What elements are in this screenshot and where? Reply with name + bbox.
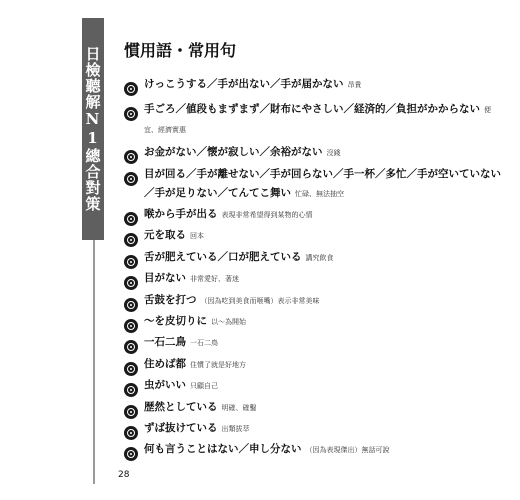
audio-play-icon[interactable]	[124, 362, 138, 376]
entry-phrase: 一石二鳥	[144, 336, 186, 349]
entry-phrase: 手ごろ／値段もまずまず／財布にやさしい／経済的／負担がかからない	[144, 103, 480, 115]
side-divider-line	[93, 240, 95, 484]
entry-gloss: 講究飲食	[305, 253, 334, 262]
phrase-entry	[124, 352, 504, 373]
phrase-text	[144, 140, 341, 163]
audio-play-icon[interactable]	[124, 426, 138, 440]
phrase-entry	[124, 416, 504, 437]
phrase-text	[144, 202, 313, 225]
audio-play-icon[interactable]	[124, 150, 138, 164]
entry-phrase: けっこうする／手が出ない／手が届かない	[144, 78, 344, 90]
phrase-text	[144, 72, 362, 95]
entry-gloss: 表現非常希望得到某物的心情	[221, 211, 313, 219]
phrase-entry	[124, 223, 504, 244]
entry-phrase: 元を取る	[144, 229, 186, 242]
phrase-entry	[124, 309, 504, 330]
phrase-entry	[124, 437, 504, 458]
entry-phrase: 喉から手が出る	[144, 208, 218, 220]
phrase-entry	[124, 140, 504, 162]
entry-phrase: 目がない	[144, 272, 186, 285]
entry-gloss: 昂貴	[347, 81, 362, 89]
entry-phrase: ずば抜けている	[144, 421, 218, 434]
entry-phrase: 虫がいい	[144, 379, 186, 392]
entry-gloss: 一石二鳥	[190, 339, 218, 348]
entry-gloss: 忙碌、無法抽空	[295, 190, 344, 198]
entry-gloss: 以〜為開始	[211, 317, 246, 326]
entry-gloss: 出類拔萃	[221, 424, 250, 433]
page-title: 慣用語・常用句	[124, 41, 237, 60]
phrase-text	[144, 309, 246, 332]
entry-phrase: 目が回る／手が離せない／手が回らない／手一杯／多忙／手が空いていない／手が足りない／てんてこ舞い	[144, 168, 501, 199]
audio-play-icon[interactable]	[124, 172, 138, 186]
phrase-entry	[124, 330, 504, 351]
phrase-text	[144, 245, 334, 268]
audio-play-icon[interactable]	[124, 319, 138, 333]
phrase-entry	[124, 288, 504, 309]
phrase-text	[144, 352, 246, 375]
entry-phrase: 〜を皮切りに	[144, 314, 207, 327]
phrase-entry	[124, 162, 504, 202]
entry-gloss: （因為吃到美食而咂嘴）表示非常美味	[200, 296, 320, 305]
entry-gloss: （因為表現傑出）無話可說	[305, 446, 390, 455]
phrase-entry	[124, 72, 504, 97]
entry-gloss: 沒錢	[326, 149, 341, 157]
phrase-entry	[124, 266, 504, 287]
book-title-text: 日檢聽解N1總合對策	[83, 46, 102, 212]
audio-play-icon[interactable]	[124, 82, 138, 96]
phrase-entry	[124, 97, 504, 140]
phrase-text	[144, 223, 204, 246]
phrase-text	[144, 97, 504, 140]
phrase-text	[144, 416, 250, 439]
audio-play-icon[interactable]	[124, 447, 138, 461]
audio-play-icon[interactable]	[124, 405, 138, 419]
phrase-entry	[124, 395, 504, 416]
audio-play-icon[interactable]	[124, 212, 138, 226]
entry-gloss: 只顧自己	[190, 382, 218, 391]
audio-play-icon[interactable]	[124, 298, 138, 312]
entry-phrase: 何も言うことはない／申し分ない	[144, 443, 302, 456]
phrase-text	[144, 395, 257, 418]
vertical-book-title-tab	[82, 18, 104, 240]
phrase-text	[144, 437, 390, 460]
entry-phrase: お金がない／懐が寂しい／余裕がない	[144, 146, 323, 158]
phrase-entry	[124, 373, 504, 394]
phrase-text	[144, 330, 218, 353]
phrase-entry	[124, 202, 504, 223]
phrase-text	[144, 266, 239, 289]
entry-gloss: 便宜、經濟實惠	[144, 106, 491, 134]
entry-phrase: 住めば都	[144, 357, 186, 370]
page-number: 28	[118, 470, 130, 480]
entry-phrase: 舌が肥えている／口が肥えている	[144, 250, 302, 263]
audio-play-icon[interactable]	[124, 255, 138, 269]
phrase-list	[124, 72, 504, 459]
entry-phrase: 舌鼓を打つ	[144, 293, 197, 306]
phrase-text	[144, 162, 504, 204]
audio-play-icon[interactable]	[124, 107, 138, 121]
entry-gloss: 回本	[190, 232, 204, 241]
phrase-text	[144, 373, 218, 396]
entry-gloss: 非常愛好、著迷	[190, 275, 239, 284]
phrase-entry	[124, 245, 504, 266]
entry-gloss: 明確、確鑿	[221, 403, 257, 412]
entry-phrase: 歴然としている	[144, 400, 218, 413]
entry-gloss: 住慣了就是好地方	[190, 360, 246, 369]
phrase-text	[144, 288, 320, 311]
